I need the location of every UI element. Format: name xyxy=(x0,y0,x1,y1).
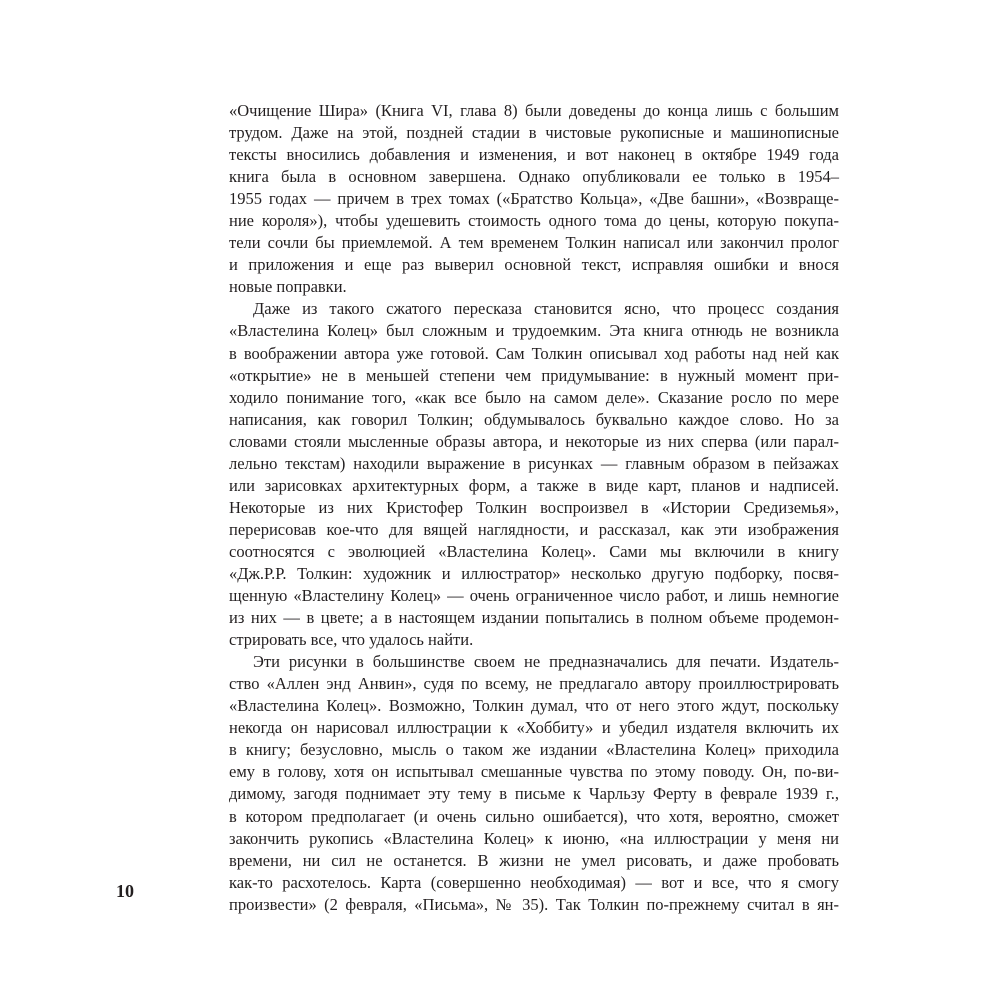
text-line: ходило понимание того, «как все было на самом деле». Сказание росло по мере xyxy=(229,387,839,407)
text-line: из них — в цвете; а в настоящем издании попытались в полном объеме продемон- xyxy=(229,608,839,628)
text-line: или зарисовках архитектурных форм, а также в виде карт, планов и надписей. xyxy=(229,475,839,495)
text-line: лельно текстам) находили выражение в рисунках — главным образом в пейзажах xyxy=(229,453,839,473)
text-line: и приложения и еще раз выверил основной текст, исправляя ошибки и внося xyxy=(229,255,839,275)
text-line: «Властелина Колец» был сложным и трудоемким. Эта книга отнюдь не возникла xyxy=(229,321,839,341)
text-line: 1955 годах — причем в трех томах («Братство Кольца», «Две башни», «Возвраще- xyxy=(229,189,839,209)
text-line: стрировать все, что удалось найти. xyxy=(229,630,474,650)
text-line: ему в голову, хотя он испытывал смешанные чувства по этому поводу. Он, по-ви- xyxy=(229,762,839,782)
text-line: «открытие» не в меньшей степени чем придумывание: в нужный момент при- xyxy=(229,365,839,385)
text-line: закончить рукопись «Властелина Колец» к июню, «на иллюстрации у меня ни xyxy=(229,828,839,848)
text-line: новые поправки. xyxy=(229,277,347,297)
text-line: книга была в основном завершена. Однако опубликовали ее только в 1954– xyxy=(229,167,839,187)
text-line: «Очищение Шира» (Книга VI, глава 8) были доведены до конца лишь с большим xyxy=(229,101,839,120)
text-line: в воображении автора уже готовой. Сам Толкин описывал ход работы над ней как xyxy=(229,343,839,363)
text-line: «Дж.Р.Р. Толкин: художник и иллюстратор» несколько другую подборку, посвя- xyxy=(229,563,839,583)
text-line: Даже из такого сжатого пересказа становится ясно, что процесс создания xyxy=(253,299,839,319)
text-line: «Властелина Колец». Возможно, Толкин думал, что от него этого ждут, поскольку xyxy=(229,696,839,716)
text-line: времени, ни сил не останется. В жизни не умел рисовать, и даже пробовать xyxy=(229,850,839,870)
text-line: некогда он нарисовал иллюстрации к «Хоббиту» и убедил издателя включить их xyxy=(229,718,839,738)
text-line: написания, как говорил Толкин; обдумывалось буквально каждое слово. Но за xyxy=(229,409,839,429)
text-line: ство «Аллен энд Анвин», судя по всему, не предлагало автору проиллюстрировать xyxy=(229,674,839,694)
text-line: тели сочли бы приемлемой. А тем временем Толкин написал или закончил пролог xyxy=(229,233,839,253)
text-line: димому, загодя поднимает эту тему в письме к Чарльзу Ферту в феврале 1939 г., xyxy=(229,784,839,804)
text-line: в котором предполагает (и очень сильно ошибается), что хотя, вероятно, сможет xyxy=(229,806,839,826)
body-text xyxy=(229,100,839,916)
text-line: ние короля»), чтобы удешевить стоимость одного тома до цены, которую покупа- xyxy=(229,211,839,231)
text-line: тексты вносились добавления и изменения, и вот наконец в октябре 1949 года xyxy=(229,145,839,165)
text-line: трудом. Даже на этой, поздней стадии в чистовые рукописные и машинописные xyxy=(229,123,839,143)
text-line: словами стояли мысленные образы автора, и некоторые из них сперва (или парал- xyxy=(229,431,839,451)
page-number: 10 xyxy=(116,881,134,901)
text-line: Некоторые из них Кристофер Толкин воспроизвел в «Истории Средиземья», xyxy=(229,497,839,517)
text-line: перерисовав кое-что для вящей наглядности, и рассказал, как эти изображения xyxy=(229,519,839,539)
text-line: в книгу; безусловно, мысль о таком же издании «Властелина Колец» приходила xyxy=(229,740,839,760)
text-line: соотносятся с эволюцией «Властелина Колец». Сами мы включили в книгу xyxy=(229,541,839,561)
text-line: произвести» (2 февраля, «Письма», № 35). Так Толкин по-прежнему считал в ян- xyxy=(229,894,839,914)
text-line: Эти рисунки в большинстве своем не предназначались для печати. Издатель- xyxy=(253,652,839,672)
text-line: щенную «Властелину Колец» — очень ограниченное число работ, и лишь немногие xyxy=(229,586,839,606)
text-line: как-то расхотелось. Карта (совершенно необходимая) — вот и все, что я смогу xyxy=(229,872,839,892)
